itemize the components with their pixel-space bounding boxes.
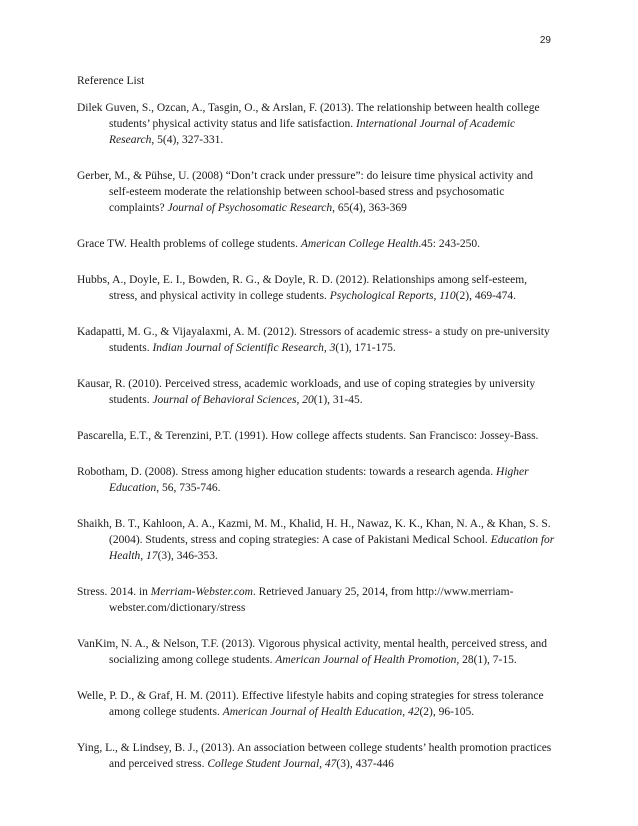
reference-entry [77, 272, 555, 304]
reference-source: Journal of Psychosomatic Research [167, 202, 333, 214]
reference-entry [77, 584, 555, 616]
reference-text: Dilek Guven, S., Ozcan, A., Tasgin, O., & Arslan, F. (2013). The relationship between health college students’ physical activity status and life satisfaction. [77, 102, 540, 130]
reference-text: Grace TW. Health problems of college students. [77, 238, 301, 250]
reference-entry [77, 636, 555, 668]
reference-entry [77, 324, 555, 356]
reference-details: 28(1), 7-15. [459, 654, 517, 666]
reference-entry [77, 168, 555, 216]
reference-entry [77, 688, 555, 720]
reference-source: American Journal of Health Education, 42 [222, 706, 420, 718]
reference-details: .45: 243-250. [418, 238, 481, 250]
reference-details: (2), 469-474. [455, 290, 517, 302]
reference-text: Hubbs, A., Doyle, E. I., Bowden, R. G., & Doyle, R. D. (2012). Relationships among self-esteem, stress, and physical activity in college students. [77, 274, 528, 302]
page-number: 29 [539, 35, 551, 46]
reference-text: Robotham, D. (2008). Stress among higher education students: towards a research agenda. [77, 466, 497, 478]
reference-source: College Student Journal, 47 [207, 758, 337, 770]
reference-entry [77, 740, 555, 772]
reference-text: Gerber, M., & Pühse, U. (2008) “Don’t crack under pressure”: do leisure time physical activity and self-esteem moderate the relationship between school-based stress and psychosomatic complaints? [77, 170, 534, 214]
reference-text: Stress. 2014. in [77, 586, 151, 598]
reference-source: International Journal of Academic Research [109, 118, 516, 146]
reference-entry [77, 464, 555, 496]
reference-text: Welle, P. D., & Graf, H. M. (2011). Effective lifestyle habits and coping strategies for stress tolerance among college students. [77, 690, 544, 718]
reference-source: Indian Journal of Scientific Research, 3 [152, 342, 336, 354]
reference-source: Education for Health, 17 [109, 534, 555, 562]
reference-source: American Journal of Health Promotion, [275, 654, 460, 666]
reference-list-heading: Reference List [77, 75, 145, 87]
reference-source: Higher Education [109, 466, 529, 494]
reference-details: (1), 31-45. [313, 394, 363, 406]
reference-details: (3), 346-353. [157, 550, 218, 562]
reference-text: Shaikh, B. T., Kahloon, A. A., Kazmi, M. M., Khalid, H. H., Nawaz, K. K., Khan, N. A., & Khan, S. S. (2004). Students, stress and coping strategies: A case of Pakistani Medical School. [77, 518, 551, 546]
reference-source: Psychological Reports, 110 [329, 290, 456, 302]
reference-entry [77, 516, 555, 564]
reference-entry [77, 376, 555, 408]
reference-text: Kadapatti, M. G., & Vijayalaxmi, A. M. (2012). Stressors of academic stress- a study on pre-university students. [77, 326, 550, 354]
reference-text: Ying, L., & Lindsey, B. J., (2013). An association between college students’ health promotion practices and perceived stress. [77, 742, 552, 770]
reference-text: Kausar, R. (2010). Perceived stress, academic workloads, and use of coping strategies by university students. [77, 378, 536, 406]
reference-text: VanKim, N. A., & Nelson, T.F. (2013). Vigorous physical activity, mental health, perceived stress, and socializing among college students. [77, 638, 548, 666]
reference-entry [77, 236, 555, 252]
reference-details: . Retrieved January 25, 2014, from http://www.merriam-webster.com/dictionary/stress [109, 586, 514, 614]
reference-source: Journal of Behavioral Sciences, 20 [152, 394, 314, 406]
reference-details: , 65(4), 363-369 [332, 202, 407, 214]
reference-list [77, 100, 555, 792]
reference-source: American College Health [300, 238, 419, 250]
reference-entry [77, 100, 555, 148]
reference-details: (3), 437-446 [336, 758, 394, 770]
reference-details: (1), 171-175. [335, 342, 396, 354]
reference-source: Merriam-Webster.com [150, 586, 253, 598]
reference-details: , 56, 735-746. [156, 482, 221, 494]
reference-text: Pascarella, E.T., & Terenzini, P.T. (1991). How college affects students. San Francisco: Jossey-Bass. [77, 430, 539, 442]
reference-details: , 5(4), 327-331. [151, 134, 224, 146]
reference-entry [77, 428, 555, 444]
reference-details: (2), 96-105. [419, 706, 475, 718]
